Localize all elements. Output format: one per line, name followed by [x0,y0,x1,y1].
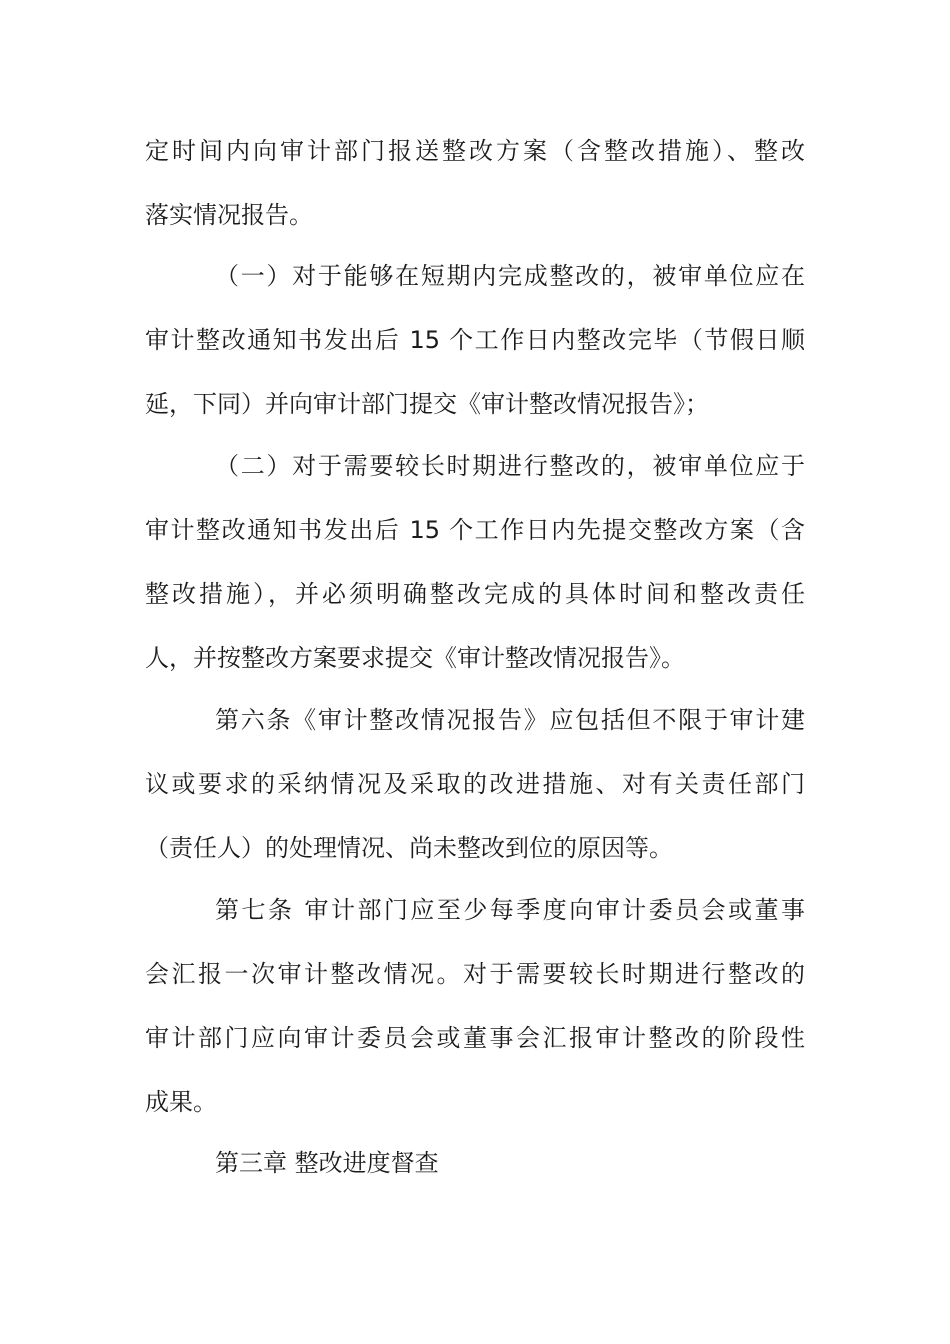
text-line: 定时间内向审计部门报送整改方案（含整改措施）、整改 [145,137,805,165]
text-line: 议或要求的采纳情况及采取的改进措施、对有关责任部门 [145,770,805,798]
text-line: 审计部门应向审计委员会或董事会汇报审计整改的阶段性 [145,1024,805,1052]
text-line: （二）对于需要较长时期进行整改的，被审单位应于 [215,452,805,480]
text-line: （责任人）的处理情况、尚未整改到位的原因等。 [145,834,673,862]
text-line: 第六条《审计整改情况报告》应包括但不限于审计建 [215,706,805,734]
text-line: 审计整改通知书发出后 15 个工作日内整改完毕（节假日顺 [145,326,805,354]
text-line: 会汇报一次审计整改情况。对于需要较长时期进行整改的 [145,960,805,988]
text-line: 落实情况报告。 [145,201,313,229]
text-line: 整改措施），并必须明确整改完成的具体时间和整改责任 [145,580,805,608]
text-line: 第七条 审计部门应至少每季度向审计委员会或董事 [215,896,805,924]
text-line: （一）对于能够在短期内完成整改的，被审单位应在 [215,262,805,290]
text-line: 成果。 [145,1088,217,1116]
text-line: 人，并按整改方案要求提交《审计整改情况报告》。 [145,644,685,672]
chapter-heading: 第三章 整改进度督查 [215,1149,439,1177]
text-line: 审计整改通知书发出后 15 个工作日内先提交整改方案（含 [145,516,805,544]
text-line: 延，下同）并向审计部门提交《审计整改情况报告》； [145,390,709,418]
